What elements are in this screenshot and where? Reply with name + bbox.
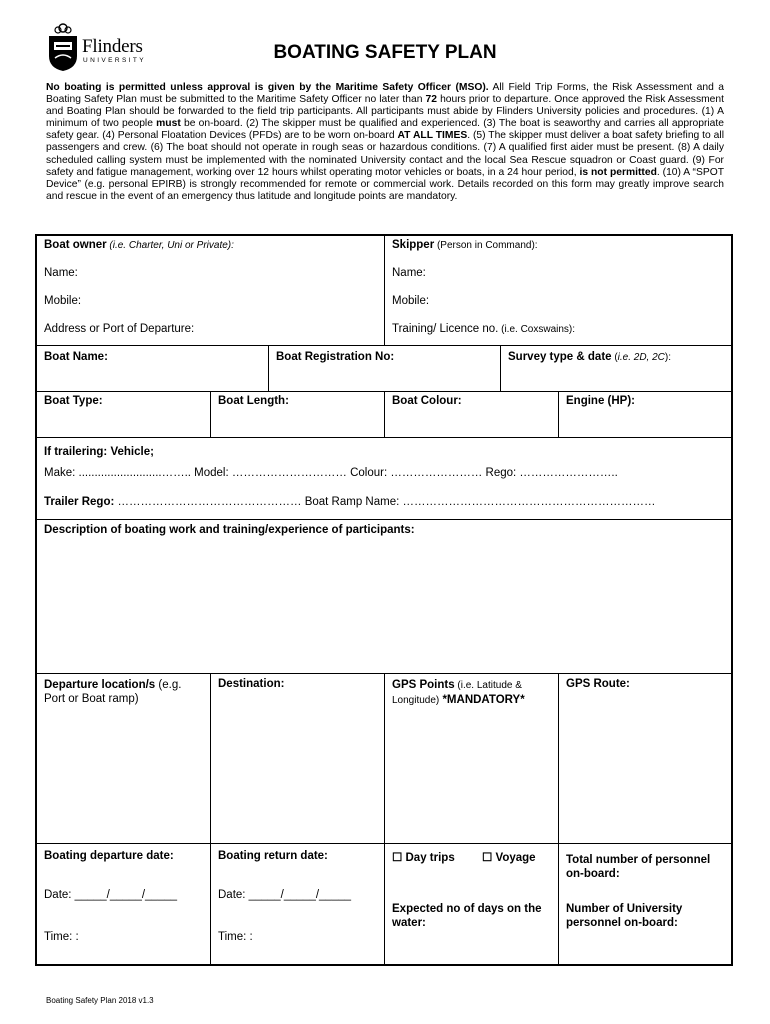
boat-type-field[interactable]: Boat Type: (44, 395, 103, 407)
skipper-mobile-field[interactable]: Mobile: (392, 295, 430, 307)
destination-field[interactable]: Destination: (218, 678, 285, 690)
description-field[interactable]: Description of boating work and training/experience of participants: (44, 524, 415, 536)
day-trips-checkbox[interactable]: ☐ Day trips (392, 852, 455, 864)
departure-date-label: Boating departure date: (44, 850, 174, 862)
departure-location-field[interactable]: Departure location/s (e.g. Port or Boat ramp) (44, 679, 182, 705)
owner-name-field[interactable]: Name: (44, 267, 78, 279)
page-title: BOATING SAFETY PLAN (273, 42, 497, 63)
return-time-field[interactable]: Time: : (218, 931, 253, 943)
boat-colour-field[interactable]: Boat Colour: (392, 395, 462, 407)
engine-hp-field[interactable]: Engine (HP): (566, 395, 635, 407)
expected-days-field[interactable]: Expected no of days on the water: (392, 903, 542, 929)
gps-route-field[interactable]: GPS Route: (566, 678, 630, 690)
return-date-field[interactable]: Date: _____/_____/_____ (218, 889, 352, 901)
skipper-training-field[interactable]: Training/ Licence no. (i.e. Coxswains): (392, 323, 576, 335)
university-personnel-field[interactable]: Number of University personnel on-board: (566, 903, 683, 929)
footer-version: Boating Safety Plan 2018 v1.3 (46, 996, 154, 1005)
gps-points-field[interactable]: GPS Points (i.e. Latitude & Longitude) *MANDATORY* (392, 679, 525, 706)
logo-subtitle: UNIVERSITY (83, 57, 147, 64)
logo-wordmark: Flinders (82, 36, 143, 57)
departure-time-field[interactable]: Time: : (44, 931, 79, 943)
owner-mobile-field[interactable]: Mobile: (44, 295, 82, 307)
vehicle-details-line[interactable]: Make: ..........................…….. Model: ………………………… Colour: …………………… Rego: …………………….. (44, 467, 618, 479)
skipper-label: Skipper (Person in Command): (392, 239, 538, 251)
return-date-label: Boating return date: (218, 850, 328, 862)
total-personnel-field[interactable]: Total number of personnel on-board: (566, 854, 711, 880)
skipper-name-field[interactable]: Name: (392, 267, 426, 279)
boat-name-field[interactable]: Boat Name: (44, 351, 108, 363)
voyage-checkbox[interactable]: ☐ Voyage (482, 852, 536, 864)
survey-type-field[interactable]: Survey type & date (i.e. 2D, 2C): (508, 351, 672, 363)
owner-address-field[interactable]: Address or Port of Departure: (44, 323, 195, 335)
trailering-heading: If trailering: Vehicle; (44, 446, 154, 458)
departure-date-field[interactable]: Date: _____/_____/_____ (44, 889, 178, 901)
boat-length-field[interactable]: Boat Length: (218, 395, 289, 407)
boat-registration-field[interactable]: Boat Registration No: (276, 351, 395, 363)
intro-paragraph: No boating is permitted unless approval is given by the Maritime Safety Officer (MSO). All Field Trip Forms, the Risk Assessment and a Boating Safety Plan must be submitted to the Maritime Safety Officer no later than 72 hours prior to departure. Once approved the Risk Assessment and Boating Plan should be forwarded to the field trip participants. All participants must abide by Flinders University policies and procedures. (1) A minimum of two people must be on-board. (2) The skipper must be qualified and experienced. (3) The boat is seaworthy and carries all appropriate safety gear. (4) Personal Floatation Devices (PFDs) are to be worn on-board AT ALL TIMES. (5) The skipper must deliver a boat safety briefing to all passengers and crew. (6) The boat should not operate in rough seas or hazardous conditions. (7) A qualified first aider must be present. (8) A daily scheduled calling system must be implemented with the nominated University contact and the local Sea Rescue squadron or Coast guard. (9) For safety and fatigue management, working over 12 hours whilst operating motor vehicles or boats, in a 24 hour period, is not permitted. (10) A “SPOT Device” (e.g. personal EPIRB) is strongly recommended for remote or commercial work. Details recorded on this form may greatly improve search and rescue in the event of an emergency thus latitude and longitude points are mandatory. (46, 82, 725, 202)
boat-owner-label: Boat owner (i.e. Charter, Uni or Private): (44, 239, 234, 251)
trailer-rego-line[interactable]: Trailer Rego: ………………………………………… Boat Ramp Name: ………………………………………………………… (44, 496, 656, 508)
